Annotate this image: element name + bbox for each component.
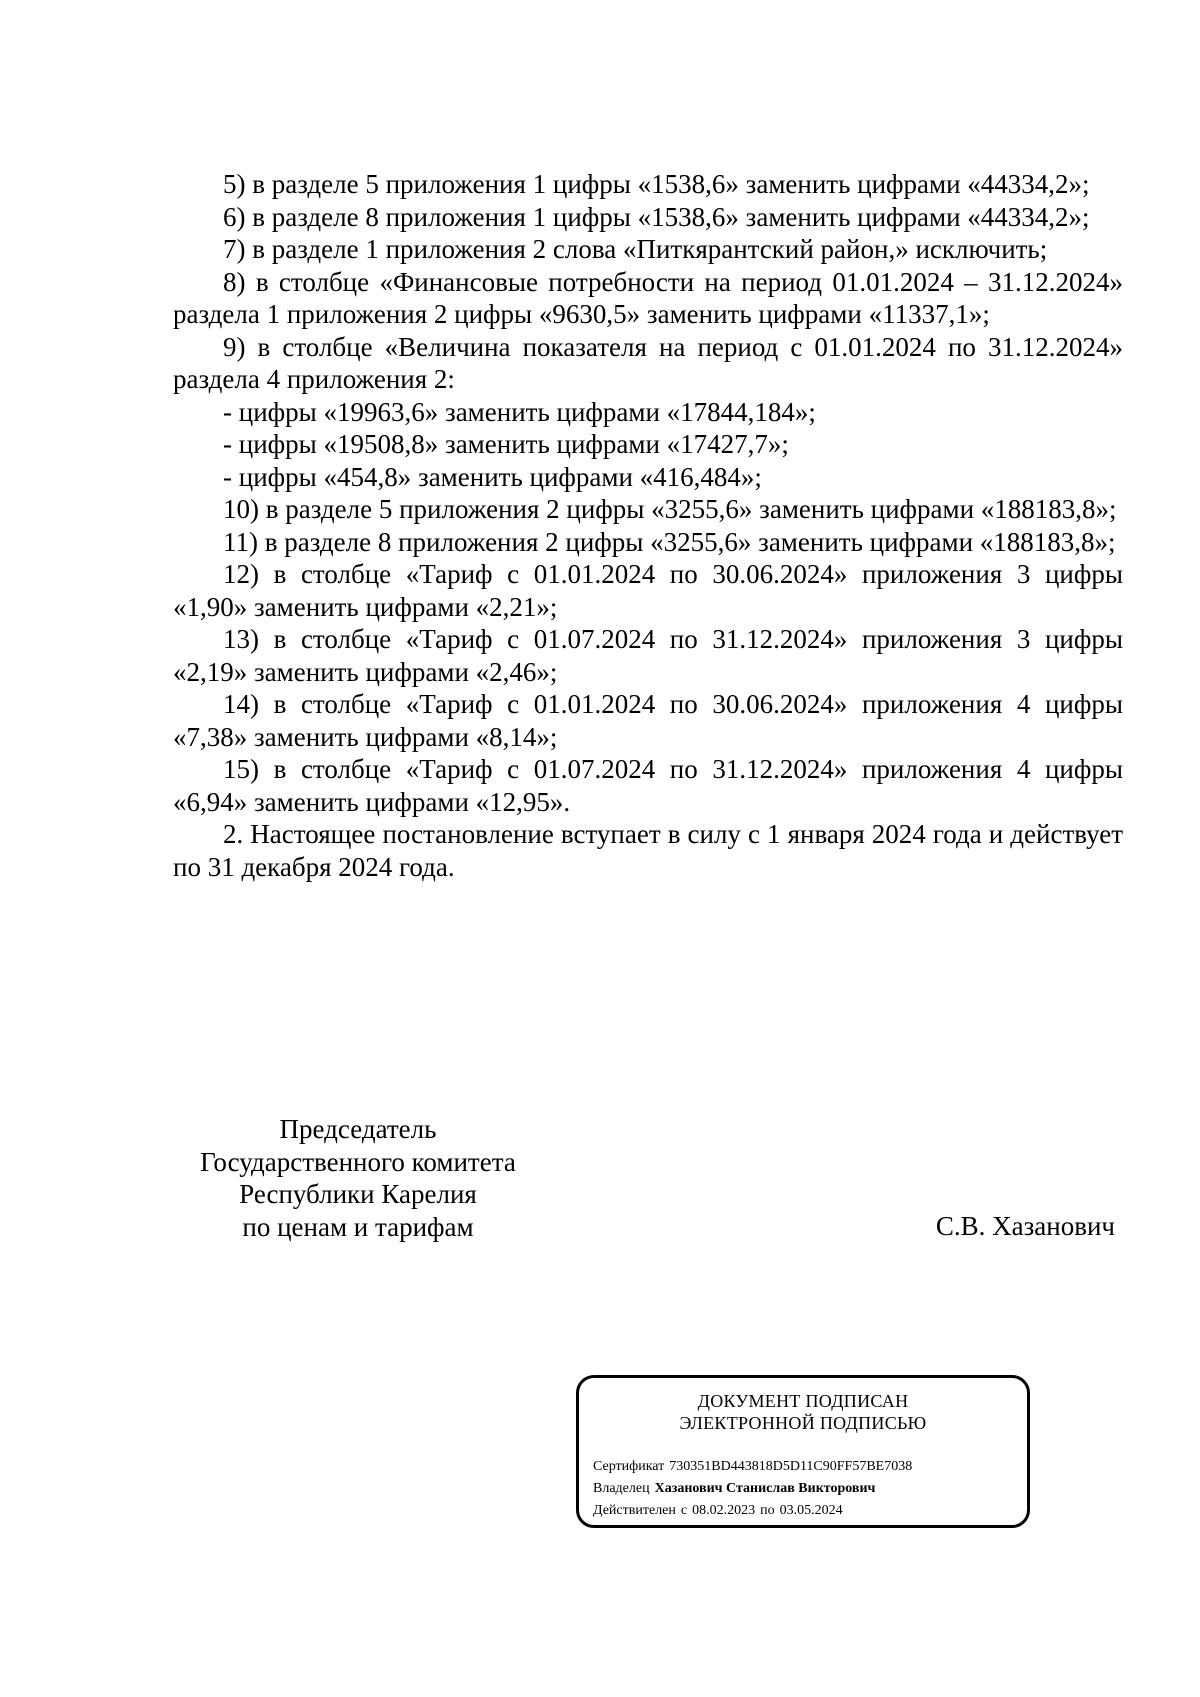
certificate-label: Сертификат [593, 1459, 665, 1474]
certificate-value: 730351BD443818D5D11C90FF57BE7038 [669, 1459, 913, 1474]
validity-row [593, 1500, 912, 1522]
amendments-text [173, 168, 1123, 883]
signer-position [173, 1113, 543, 1243]
stamp-details [593, 1456, 912, 1522]
effective-date-clause: 2. Настоящее постановление вступает в силу с 1 января 2024 года и действует по 31 декабря 2024 года. [173, 819, 1123, 882]
stamp-heading-line-2: ЭЛЕКТРОННОЙ ПОДПИСЬЮ [679, 1413, 927, 1433]
certificate-row [593, 1456, 912, 1478]
owner-label: Владелец [593, 1481, 650, 1496]
position-line-2: Государственного комитета [200, 1146, 516, 1177]
electronic-signature-stamp [576, 1375, 1030, 1528]
amendment-item-5: 5) в разделе 5 приложения 1 цифры «1538,6» заменить цифрами «44334,2»; [223, 169, 1090, 199]
owner-value: Хазанович Станислав Викторович [654, 1481, 876, 1496]
stamp-heading [579, 1390, 1027, 1434]
valid-to-date: 03.05.2024 [779, 1503, 843, 1518]
amendment-item-9: 9) в столбце «Величина показателя на период с 01.01.2024 по 31.12.2024» раздела 4 приложения 2: [173, 331, 1123, 394]
amendment-item-6: 6) в разделе 8 приложения 1 цифры «1538,6» заменить цифрами «44334,2»; [223, 201, 1090, 232]
amendment-item-14: 14) в столбце «Тариф с 01.01.2024 по 30.06.2024» приложения 4 цифры «7,38» заменить цифрами «8,14»; [173, 689, 1123, 752]
amendment-item-10: 10) в разделе 5 приложения 2 цифры «3255,6» заменить цифрами «188183,8»; [223, 494, 1117, 524]
signature-block [173, 1113, 1123, 1253]
valid-to-label: по [760, 1503, 775, 1518]
amendment-subitem-3: - цифры «454,8» заменить цифрами «416,484»; [223, 461, 762, 492]
signer-name: С.В. Хазанович [935, 1211, 1115, 1241]
amendment-item-15: 15) в столбце «Тариф с 01.07.2024 по 31.12.2024» приложения 4 цифры «6,94» заменить цифрами «12,95». [173, 754, 1123, 817]
position-line-1: Председатель [279, 1114, 437, 1144]
position-line-4: по ценам и тарифам [242, 1211, 474, 1242]
amendment-subitem-2: - цифры «19508,8» заменить цифрами «17427,7»; [223, 429, 789, 459]
valid-from-date: 08.02.2023 [692, 1503, 756, 1518]
amendment-item-8: 8) в столбце «Финансовые потребности на период 01.01.2024 – 31.12.2024» раздела 1 приложения 2 цифры «9630,5» заменить цифрами «11337,1»; [173, 266, 1123, 329]
valid-label: Действителен [593, 1503, 676, 1518]
amendment-item-11: 11) в разделе 8 приложения 2 цифры «3255,6» заменить цифрами «188183,8»; [223, 526, 1116, 557]
amendment-item-7: 7) в разделе 1 приложения 2 слова «Питкярантский район,» исключить; [223, 234, 1048, 264]
valid-from-label: с [680, 1503, 688, 1518]
amendment-subitem-1: - цифры «19963,6» заменить цифрами «17844,184»; [223, 396, 816, 427]
position-line-3: Республики Карелия [239, 1179, 477, 1209]
owner-row [593, 1478, 912, 1500]
amendment-item-13: 13) в столбце «Тариф с 01.07.2024 по 31.12.2024» приложения 3 цифры «2,19» заменить цифрами «2,46»; [173, 624, 1123, 687]
amendment-item-12: 12) в столбце «Тариф с 01.01.2024 по 30.06.2024» приложения 3 цифры «1,90» заменить цифрами «2,21»; [173, 559, 1123, 622]
stamp-heading-line-1: ДОКУМЕНТ ПОДПИСАН [697, 1391, 909, 1411]
